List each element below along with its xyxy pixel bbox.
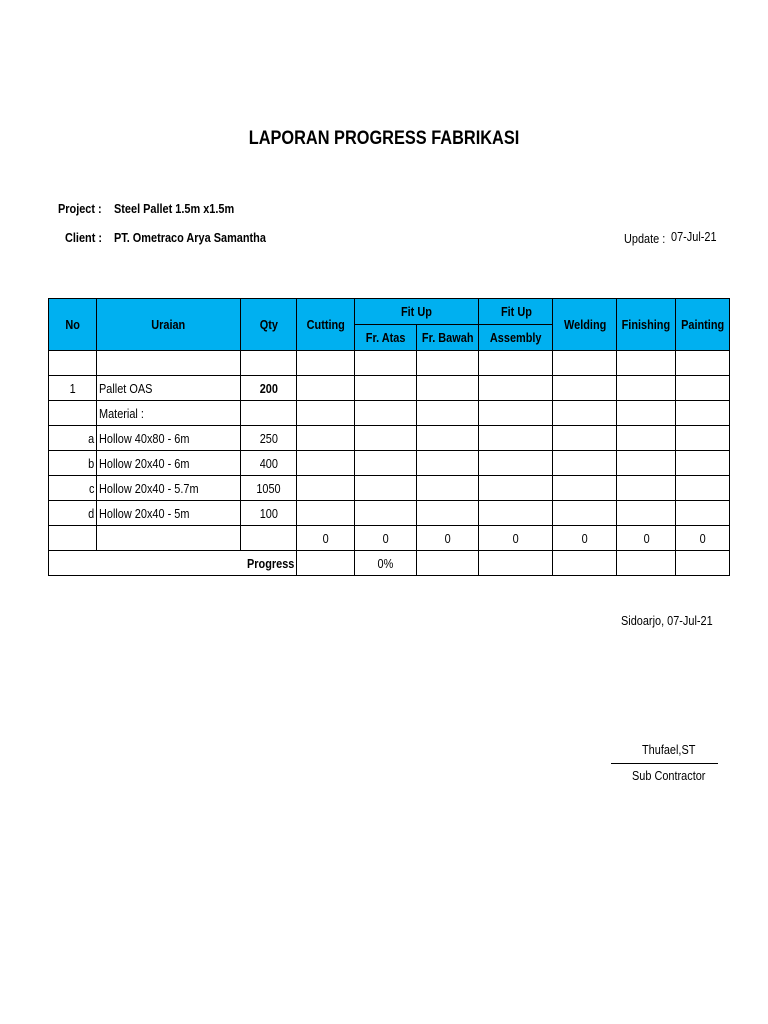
table-row-totals xyxy=(49,526,730,551)
header-no: No xyxy=(49,299,97,351)
material-letter: d xyxy=(49,501,97,526)
table-row xyxy=(49,476,730,501)
signature-line xyxy=(611,763,718,764)
table-row xyxy=(49,501,730,526)
total-painting: 0 xyxy=(676,526,730,551)
project-value: Steel Pallet 1.5m x1.5m xyxy=(114,201,235,216)
client-value: PT. Ometraco Arya Samantha xyxy=(114,230,266,245)
item-desc: Pallet OAS xyxy=(97,376,241,401)
update-value: 07-Jul-21 xyxy=(671,229,717,244)
signer-name: Thufael,ST xyxy=(642,742,696,757)
report-title: LAPORAN PROGRESS FABRIKASI xyxy=(248,128,520,149)
total-fr-atas: 0 xyxy=(355,526,417,551)
material-letter: a xyxy=(49,426,97,451)
header-assembly: Assembly xyxy=(479,325,553,351)
place-date: Sidoarjo, 07-Jul-21 xyxy=(621,613,713,628)
material-qty: 400 xyxy=(241,451,297,476)
material-qty: 100 xyxy=(241,501,297,526)
total-fr-bawah: 0 xyxy=(417,526,479,551)
header-finishing: Finishing xyxy=(617,299,676,351)
table-row-blank xyxy=(49,351,730,376)
progress-table xyxy=(48,298,730,576)
header-fr-atas: Fr. Atas xyxy=(355,325,417,351)
header-welding: Welding xyxy=(553,299,617,351)
material-qty: 250 xyxy=(241,426,297,451)
header-fitup-assembly: Fit Up xyxy=(479,299,553,325)
material-letter: c xyxy=(49,476,97,501)
signer-role: Sub Contractor xyxy=(632,768,706,783)
material-desc: Hollow 40x80 - 6m xyxy=(97,426,241,451)
table-row-progress xyxy=(49,551,730,576)
item-no: 1 xyxy=(49,376,97,401)
material-desc: Hollow 20x40 - 6m xyxy=(97,451,241,476)
header-painting: Painting xyxy=(676,299,730,351)
table-row-material-label xyxy=(49,401,730,426)
header-fitup-frame: Fit Up xyxy=(355,299,479,325)
header-uraian: Uraian xyxy=(97,299,241,351)
item-qty: 200 xyxy=(241,376,297,401)
table-row xyxy=(49,426,730,451)
project-label: Project : xyxy=(58,201,102,216)
material-letter: b xyxy=(49,451,97,476)
material-desc: Hollow 20x40 - 5m xyxy=(97,501,241,526)
total-cutting: 0 xyxy=(297,526,355,551)
material-desc: Hollow 20x40 - 5.7m xyxy=(97,476,241,501)
total-assembly: 0 xyxy=(479,526,553,551)
header-fr-bawah: Fr. Bawah xyxy=(417,325,479,351)
update-label: Update : xyxy=(624,231,666,246)
progress-value: 0% xyxy=(355,551,417,576)
table-row xyxy=(49,451,730,476)
total-finishing: 0 xyxy=(617,526,676,551)
total-welding: 0 xyxy=(553,526,617,551)
header-qty: Qty xyxy=(241,299,297,351)
header-cutting: Cutting xyxy=(297,299,355,351)
material-qty: 1050 xyxy=(241,476,297,501)
client-label: Client : xyxy=(65,230,103,245)
table-row-item xyxy=(49,376,730,401)
progress-label: Progress xyxy=(49,551,297,576)
material-label: Material : xyxy=(97,401,241,426)
